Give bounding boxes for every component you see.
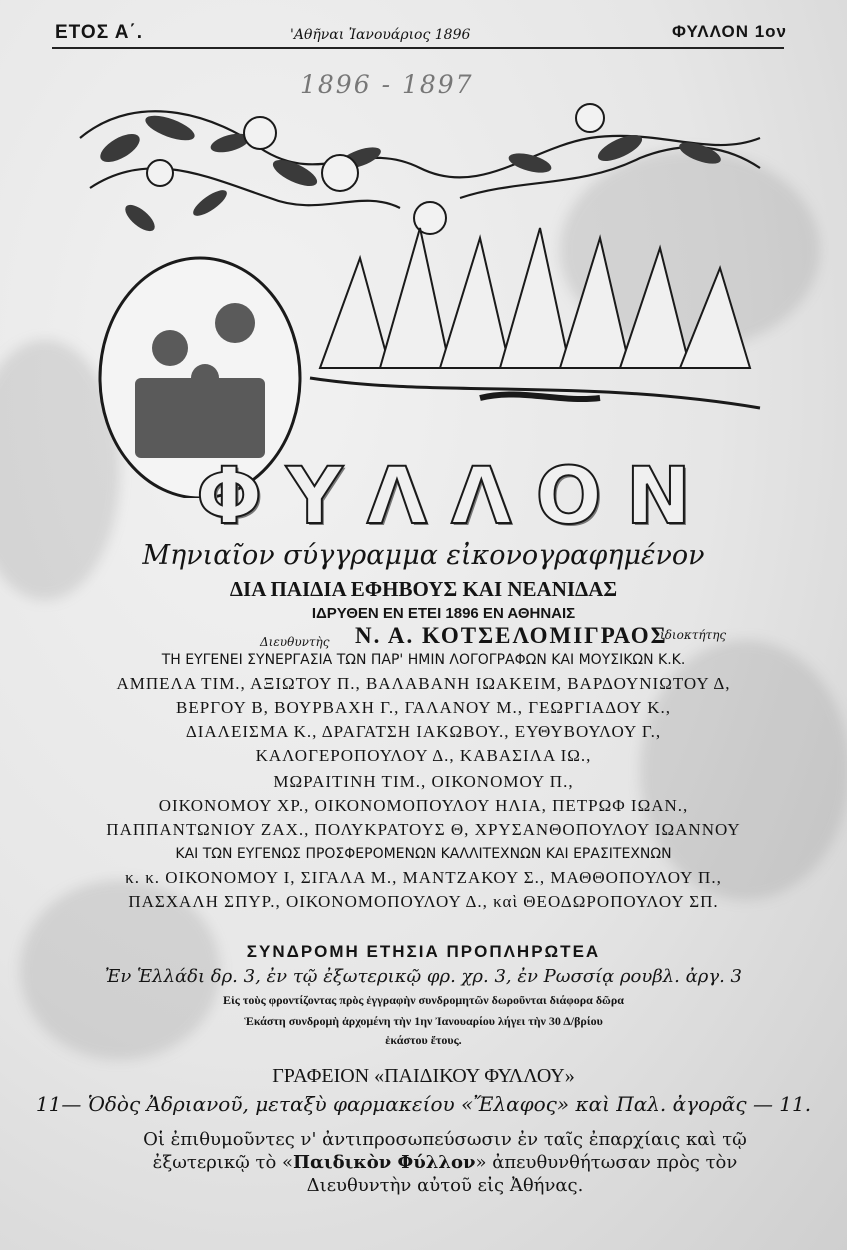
office-address: 11— Ὁδὸς Ἀδριανοῦ, μεταξὺ φαρμακείου «Ἔλαφος» καὶ Παλ. ἀγορᾶς — 11. — [35, 1092, 812, 1116]
editor-line — [0, 623, 847, 653]
publication-name: Παιδικὸν Φύλλον — [293, 1152, 476, 1173]
subscription-price: Ἐν Ἑλλάδι δρ. 3, ἐν τῷ ἐξωτερικῷ φρ. χρ. 3, ἐν Ρωσσίᾳ ρουβλ. ἀργ. 3 — [105, 966, 742, 987]
contributor-line: ΟΙΚΟΝΟΜΟΥ ΧΡ., ΟΙΚΟΝΟΜΟΠΟΥΛΟΥ ΗΛΙΑ, ΠΕΤΡΩΦ ΙΩΑΝ., — [158, 796, 689, 815]
subscription-expiry — [0, 1012, 847, 1050]
expiry-line: ἑκάστου ἔτους. — [385, 1033, 462, 1047]
masthead-title: ΦΥΛΛΟΝ — [195, 452, 716, 542]
artists-intro: ΚΑΙ ΤΩΝ ΕΥΓΕΝΩΣ ΠΡΟΣΦΕΡΟΜΕΝΩΝ ΚΑΛΛΙΤΕΧΝΩΝ ΚΑΙ ΕΡΑΣΙΤΕΧΝΩΝ — [175, 846, 672, 862]
audience-line: ΔΙΑ ΠΑΙΔΙΑ ΕΦΗΒΟΥΣ ΚΑΙ ΝΕΑΝΙΔΑΣ — [229, 577, 618, 601]
contributor-line: ΚΑΛΟΓΕΡΟΠΟΥΛΟΥ Δ., ΚΑΒΑΣΙΛΑ ΙΩ., — [255, 746, 592, 765]
artist-line: κ. κ. ΟΙΚΟΝΟΜΟΥ Ι, ΣΙΓΑΛΑ Μ., ΜΑΝΤΖΑΚΟΥ Σ., ΜΑΘΘΟΠΟΥΛΟΥ Π., — [125, 868, 722, 887]
closing-paragraph — [100, 1128, 790, 1197]
contributor-line: ΔΙΑΛΕΙΣΜΑ Κ., ΔΡΑΓΑΤΣΗ ΙΑΚΩΒΟΥ., ΕΥΘΥΒΟΥΛΟΥ Γ., — [185, 722, 662, 741]
masthead-illustration — [60, 78, 780, 498]
publication-subtitle: Μηνιαῖον σύγγραμμα εἰκονογραφημένον — [142, 540, 705, 571]
issue-date: 'Αθῆναι Ἰανουάριος 1896 — [290, 27, 471, 43]
subscription-gifts: Εἰς τοὺς φροντίζοντας πρὸς ἐγγραφὴν συνδρομητῶν δωροῦνται διάφορα δῶρα — [223, 993, 624, 1007]
contributor-line: ΜΩΡΑΙΤΙΝΗ ΤΙΜ., ΟΙΚΟΝΟΜΟΥ Π., — [273, 772, 574, 791]
expiry-line: Ἑκάστη συνδρομὴ ἀρχομένη τὴν 1ην Ἰανουαρίου λήγει τὴν 30 Δ/βρίου — [244, 1014, 603, 1028]
closing-text: » ἀπευθυνθήτωσαν πρὸς τὸν Διευθυντὴν αὐτοῦ εἰς Ἀθήνας. — [306, 1152, 738, 1196]
collaboration-line: ΤΗ ΕΥΓΕΝΕΙ ΣΥΝΕΡΓΑΣΙΑ ΤΩΝ ΠΑΡ' ΗΜΙΝ ΛΟΓΟΓΡΑΦΩΝ ΚΑΙ ΜΟΥΣΙΚΩΝ Κ.Κ. — [161, 652, 686, 668]
subscription-heading: ΣΥΝΔΡΟΜΗ ΕΤΗΣΙΑ ΠΡΟΠΛΗΡΩΤΕΑ — [246, 942, 601, 961]
editor-role: Διευθυντὴς — [260, 635, 330, 649]
owner-label: ἰδιοκτήτης — [660, 628, 727, 642]
header-rule — [52, 47, 784, 49]
issue-number: ΦΥΛΛΟΝ 1ον — [671, 22, 787, 41]
founded-line: ΙΔΡΥΘΕΝ ΕΝ ΕΤΕΙ 1896 ΕΝ ΑΘΗΝΑΙΣ — [311, 605, 576, 622]
office-heading: ΓΡΑΦΕΙΟΝ «ΠΑΙΔΙΚΟΥ ΦΥΛΛΟΥ» — [272, 1065, 575, 1087]
contributor-line: ΑΜΠΕΛΑ ΤΙΜ., ΑΞΙΩΤΟΥ Π., ΒΑΛΑΒΑΝΗ ΙΩΑΚΕΙΜ, ΒΑΡΔΟΥΝΙΩΤΟΥ Δ, — [116, 674, 731, 693]
editor-name: Ν. Α. ΚΟΤΣΕΛΟΜΙΓΡΑΟΣ — [355, 623, 668, 648]
volume-label: ΕΤΟΣ Α΄. — [55, 22, 144, 43]
closing-text: Οἱ ἐπιθυμοῦντες ν' ἀντιπροσωπεύσωσιν ἐν ταῖς ἐπαρχίαις καὶ τῷ ἐξωτερικῷ τὸ « — [143, 1129, 747, 1173]
handwritten-annotation: 1896 - 1897 — [300, 70, 474, 99]
contributor-line: ΠΑΠΠΑΝΤΩΝΙΟΥ ΖΑΧ., ΠΟΛΥΚΡΑΤΟΥΣ Θ, ΧΡΥΣΑΝΘΟΠΟΥΛΟΥ ΙΩΑΝΝΟΥ — [106, 820, 741, 839]
contributor-line: ΒΕΡΓΟΥ Β, ΒΟΥΡΒΑΧΗ Γ., ΓΑΛΑΝΟΥ Μ., ΓΕΩΡΓΙΑΔΟΥ Κ., — [176, 698, 671, 717]
artist-line: ΠΑΣΧΑΛΗ ΣΠΥΡ., ΟΙΚΟΝΟΜΟΠΟΥΛΟΥ Δ., καὶ ΘΕΟΔΩΡΟΠΟΥΛΟΥ ΣΠ. — [128, 892, 719, 911]
header-bar — [50, 22, 787, 46]
